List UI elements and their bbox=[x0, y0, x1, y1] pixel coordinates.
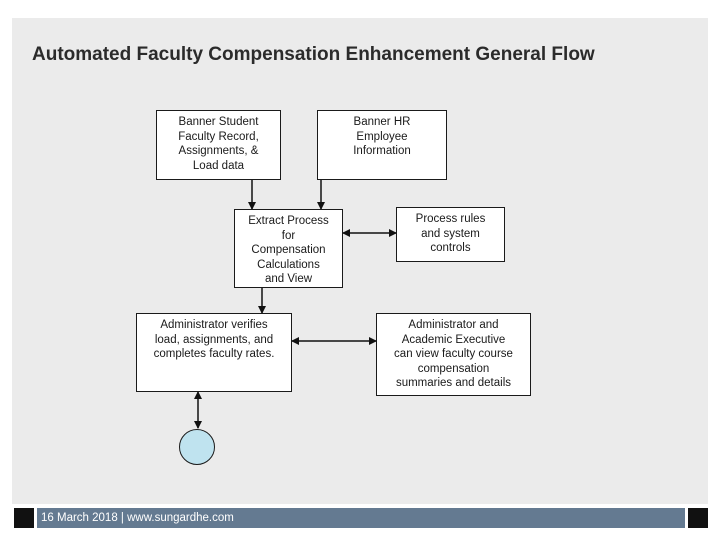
node-banner-student-label: Banner Student Faculty Record, Assignments, & Load data bbox=[178, 116, 259, 172]
node-admin-verifies-label: Administrator verifies load, assignments, and completes faculty rates. bbox=[153, 319, 275, 360]
node-process-rules-label: Process rules and system controls bbox=[415, 213, 486, 254]
node-admin-academic-label: Administrator and Academic Executive can view faculty course compensation summaries and details bbox=[394, 319, 513, 389]
node-process-rules bbox=[396, 207, 505, 262]
terminal-circle bbox=[179, 429, 215, 465]
slide-title: Automated Faculty Compensation Enhancement General Flow bbox=[32, 44, 595, 65]
node-banner-student bbox=[156, 110, 281, 180]
node-banner-hr bbox=[317, 110, 447, 180]
footer-left-block bbox=[14, 508, 34, 528]
footer-text: 16 March 2018 | www.sungardhe.com bbox=[41, 512, 234, 524]
node-admin-verifies bbox=[136, 313, 292, 392]
node-admin-academic bbox=[376, 313, 531, 396]
node-extract-process-label: Extract Process for Compensation Calculations and View bbox=[248, 215, 329, 285]
node-banner-hr-label: Banner HR Employee Information bbox=[353, 116, 411, 157]
node-extract-process bbox=[234, 209, 343, 288]
footer-right-block bbox=[688, 508, 708, 528]
